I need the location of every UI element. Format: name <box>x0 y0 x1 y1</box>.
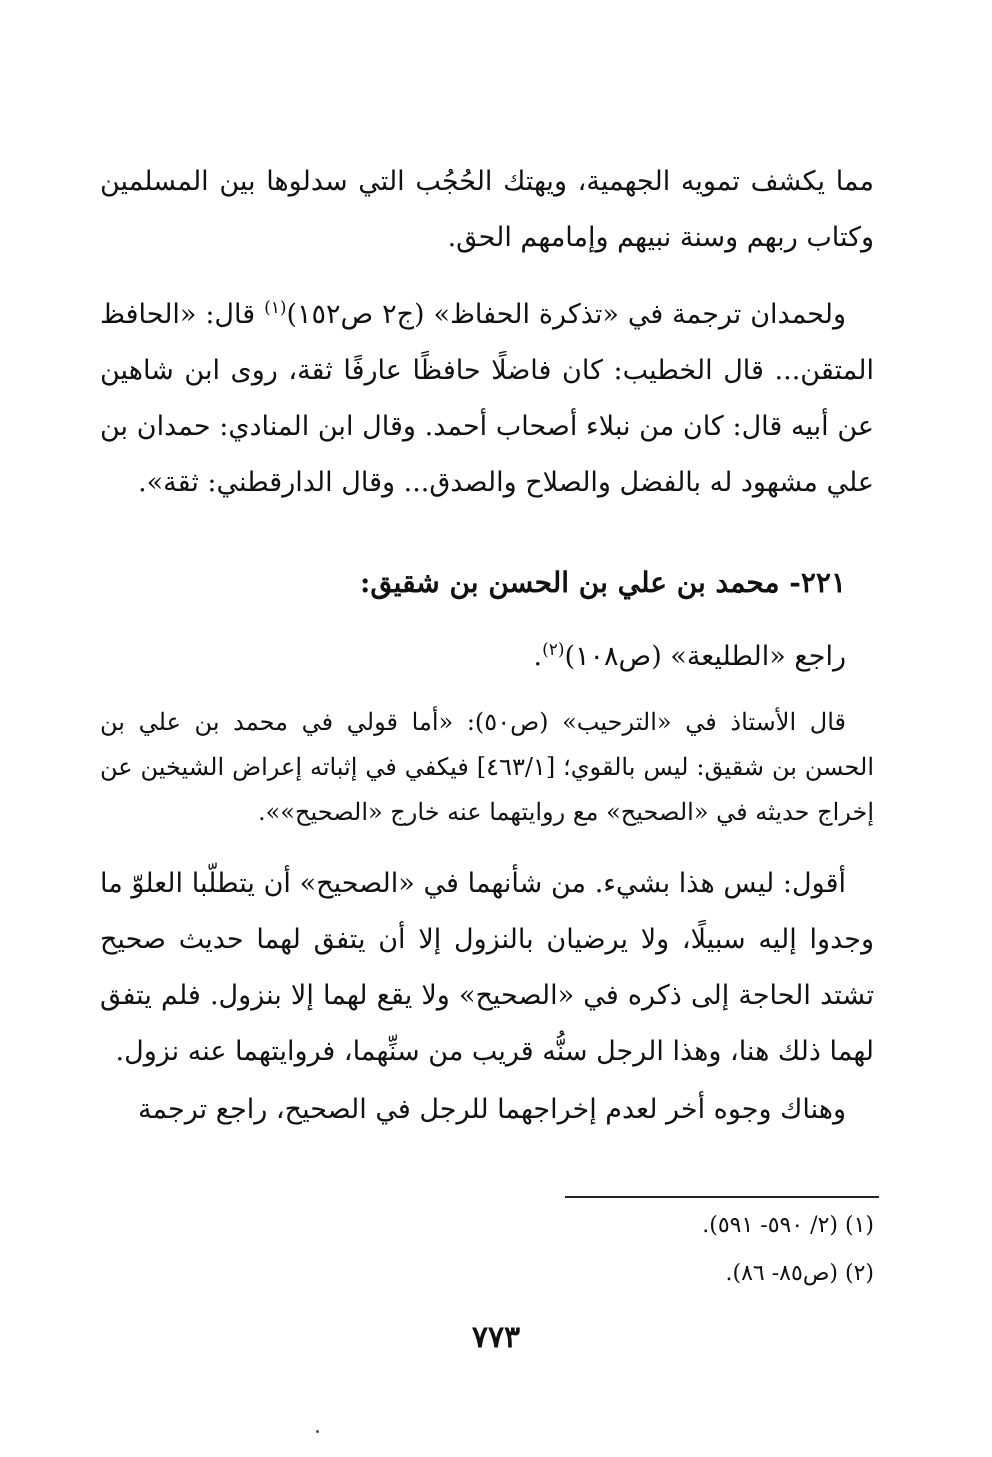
page-number: ٧٧٣ <box>471 1320 521 1355</box>
footnote-separator <box>565 1196 879 1198</box>
footnote-1: (١) (٢/ ٥٩٠- ٥٩١). <box>702 1213 874 1238</box>
paragraph-hamdan-quote: قال: «الحافظ المتقن... قال الخطيب: كان فاضلًا حافظًا عارفًا ثقة، روى ابن شاهين عن أبيه قال: كان من نبلاء أصحاب أحمد. وقال ابن المنادي: حمدان بن علي مشهود له بالفضل والصلاح والصدق... وقال الدارقطني: ثقة». <box>100 299 874 498</box>
paragraph-intro-text: مما يكشف تمويه الجهمية، ويهتك الحُجُب التي سدلوها بين المسلمين وكتاب ربهم وسنة نبيهم وإمامهم الحق. <box>100 166 874 253</box>
footnote-marker-1[interactable]: (١) <box>264 298 287 318</box>
entry-heading: ٢٢١- محمد بن علي بن الحسن بن شقيق: <box>359 566 846 599</box>
footnote-marker-2[interactable]: (٢) <box>542 640 565 660</box>
paragraph-ustadh-quote <box>100 700 874 835</box>
footnote-2: (٢) (ص٨٥- ٨٦). <box>725 1261 874 1286</box>
reference-line <box>100 628 874 679</box>
paragraph-ustadh-text: قال الأستاذ في «الترحيب» (ص٥٠): «أما قولي في محمد بن علي بن الحسن بن شقيق: ليس بالقوي؛ [٤٦٣/١] فيكفي في إثباته إعراض الشيخين عن إخراج حديثه في «الصحيح» مع روايتهما عنه خارج «الصحيح»». <box>100 708 874 826</box>
paragraph-hamdan-text: ولحمدان ترجمة في «تذكرة الحفاظ» (ج٢ ص١٥٢) <box>286 299 847 330</box>
paragraph-hamdan <box>100 280 874 511</box>
paragraph-response <box>100 856 874 1080</box>
paragraph-other-reasons <box>100 1082 874 1138</box>
paragraph-intro <box>100 154 874 266</box>
paragraph-response-text: أقول: ليس هذا بشيء. من شأنهما في «الصحيح» أن يتطلّبا العلوّ ما وجدوا إليه سبيلًا، ولا يرضيان بالنزول إلا أن يتفق لهما حديث صحيح تشتد الحاجة إلى ذكره في «الصحيح» ولا يقع لهما إلا بنزول. فلم يتفق لهما ذلك هنا، وهذا الرجل سنُّه قريب من سنِّهما، فروايتهما عنه نزول. <box>100 868 874 1067</box>
reference-text: راجع «الطليعة» (ص١٠٨) <box>564 641 846 672</box>
paragraph-other-reasons-text: وهناك وجوه أخر لعدم إخراجهما للرجل في الصحيح، راجع ترجمة <box>137 1094 846 1125</box>
reference-end: . <box>533 641 543 672</box>
scan-speck <box>316 1430 319 1433</box>
